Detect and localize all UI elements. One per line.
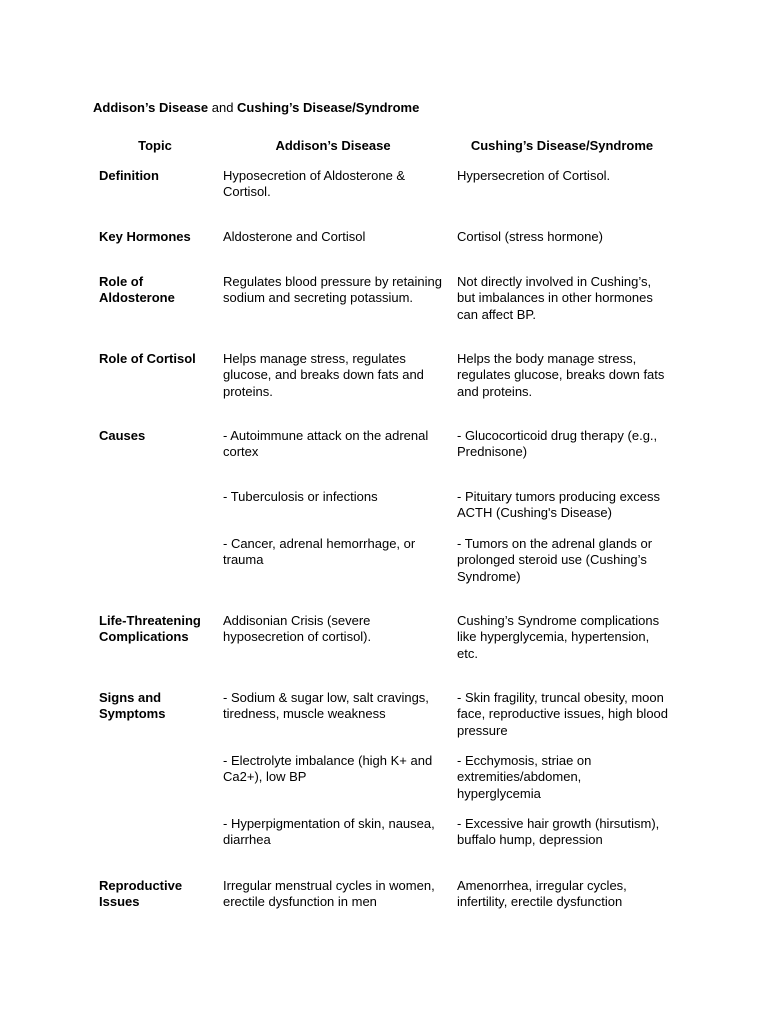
row-addison-cell: Irregular menstrual cycles in women, erectile dysfunction in men <box>223 878 435 910</box>
row-addison-cell: Hyposecretion of Aldosterone & Cortisol. <box>223 168 406 200</box>
row-addison-cell: Helps manage stress, regulates glucose, and breaks down fats and proteins. <box>223 351 424 399</box>
row-cushing-cell: - Glucocorticoid drug therapy (e.g., Prednisone) <box>457 428 658 460</box>
row-cushing-cell: Helps the body manage stress, regulates glucose, breaks down fats and proteins. <box>457 351 665 399</box>
row-addison-cell: - Autoimmune attack on the adrenal cortex <box>223 428 429 460</box>
header-cushing: Cushing’s Disease/Syndrome <box>470 138 654 153</box>
row-cushing-cell: Hypersecretion of Cortisol. <box>457 168 611 183</box>
row-cushing-cell: Cushing’s Syndrome complications like hyperglycemia, hypertension, etc. <box>457 613 660 661</box>
row-topic: Signs and Symptoms <box>99 690 166 722</box>
title-addison: Addison’s Disease <box>93 100 209 115</box>
title-conjunction: and <box>208 100 238 115</box>
title-cushing: Cushing’s Disease/Syndrome <box>237 100 420 115</box>
row-topic: Causes <box>99 428 146 443</box>
row-topic: Life-Threatening Complications <box>99 613 201 645</box>
table-header-row <box>0 138 768 156</box>
row-cushing-cell: - Pituitary tumors producing excess ACTH (Cushing's Disease) <box>457 489 661 521</box>
page-title <box>93 100 419 116</box>
row-cushing-cell: Amenorrhea, irregular cycles, infertility, erectile dysfunction <box>457 878 627 910</box>
row-cushing-cell: - Tumors on the adrenal glands or prolonged steroid use (Cushing’s Syndrome) <box>457 536 653 584</box>
row-addison-cell: - Cancer, adrenal hemorrhage, or trauma <box>223 536 416 568</box>
row-addison-cell: - Tuberculosis or infections <box>223 489 378 504</box>
row-cushing-cell: Cortisol (stress hormone) <box>457 229 603 244</box>
row-addison-cell: - Electrolyte imbalance (high K+ and Ca2+), low BP <box>223 753 433 785</box>
row-addison-cell: - Hyperpigmentation of skin, nausea, diarrhea <box>223 816 435 848</box>
row-cushing-cell: - Ecchymosis, striae on extremities/abdomen, hyperglycemia <box>457 753 592 801</box>
row-cushing-cell: - Skin fragility, truncal obesity, moon face, reproductive issues, high blood pressure <box>457 690 669 738</box>
row-topic: Key Hormones <box>99 229 191 244</box>
row-addison-cell: Regulates blood pressure by retaining sodium and secreting potassium. <box>223 274 442 306</box>
row-cushing-cell: - Excessive hair growth (hirsutism), buffalo hump, depression <box>457 816 660 848</box>
row-addison-cell: - Sodium & sugar low, salt cravings, tiredness, muscle weakness <box>223 690 429 722</box>
row-topic: Role of Aldosterone <box>99 274 175 306</box>
header-addison: Addison’s Disease <box>275 138 391 153</box>
header-topic: Topic <box>138 138 172 153</box>
row-topic: Definition <box>99 168 159 183</box>
row-topic: Reproductive Issues <box>99 878 183 910</box>
row-topic: Role of Cortisol <box>99 351 196 366</box>
row-addison-cell: Addisonian Crisis (severe hyposecretion of cortisol). <box>223 613 372 645</box>
row-cushing-cell: Not directly involved in Cushing’s, but imbalances in other hormones can affect BP. <box>457 274 653 322</box>
row-addison-cell: Aldosterone and Cortisol <box>223 229 366 244</box>
